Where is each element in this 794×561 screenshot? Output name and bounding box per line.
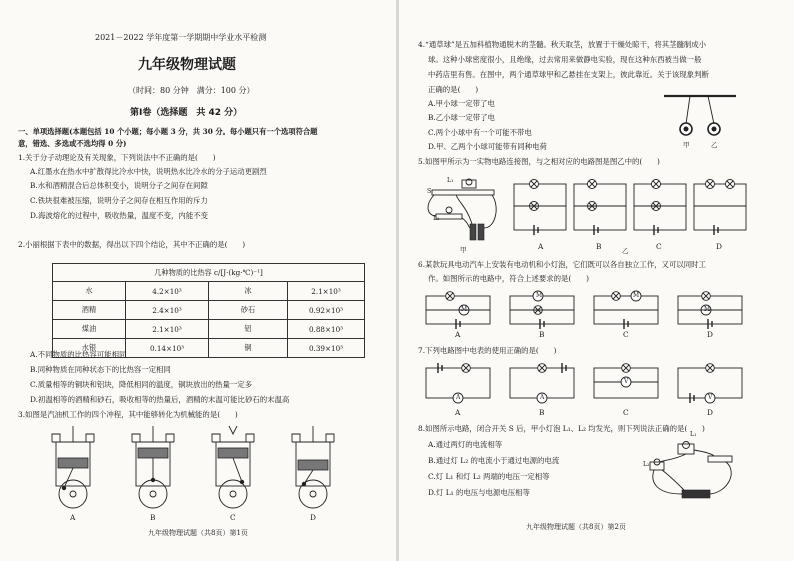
q7-meter-c: V: [624, 378, 629, 385]
pith-balls-figure: [660, 94, 740, 144]
table-title: 几种物质的比热容 c/[J·(kg·℃)⁻¹]: [53, 264, 365, 282]
q6-label-d: D: [707, 330, 713, 339]
ball-label-jia: 甲: [683, 141, 690, 149]
q5-circuit-c: [634, 180, 686, 236]
q7-meter-a: A: [456, 394, 461, 401]
q7-circuits: [424, 362, 744, 406]
q8-option-b: B.通过灯 L₂ 的电流小于通过电源的电流: [428, 456, 560, 465]
q3-label-b: B: [150, 513, 156, 522]
q4-option-c: C.两个小球中有一个可能不带电: [428, 128, 532, 137]
q8-l1-label: L₁: [690, 431, 697, 438]
specific-heat-table: [52, 263, 365, 358]
page-2: [400, 0, 794, 561]
engine-stroke-b: [132, 426, 174, 508]
exam-title: 九年级物理试题: [138, 57, 236, 73]
q5-schematics: [512, 178, 752, 238]
q6-label-b: B: [539, 330, 545, 339]
table-row: 水 4.2×10³ 冰 2.1×10³: [53, 282, 365, 301]
physical-circuit-figure: [426, 176, 504, 246]
engine-stroke-c: [212, 426, 254, 508]
q5-label-c: C: [656, 242, 662, 251]
q3-label-a: A: [70, 513, 76, 522]
q2-stem: 2.小丽根据下表中的数据，得出以下四个结论，其中不正确的是( ): [18, 240, 246, 249]
q7-label-c: C: [623, 408, 629, 417]
q2-option-b: B.同种物质在同种状态下的比热容一定相同: [30, 365, 171, 374]
q4-option-a: A.甲小球一定带了电: [428, 99, 495, 108]
fig-yi-label: 乙: [622, 247, 629, 255]
q5-label-d: D: [716, 242, 722, 251]
q6-label-c: C: [623, 330, 629, 339]
q6-motor-c: M: [633, 292, 640, 299]
q5-stem: 5.如图甲所示为一实物电路连接图，与之相对应的电路图是图乙中的( ): [418, 157, 660, 166]
q6-motor-d: M: [704, 306, 711, 313]
q7-label-b: B: [539, 408, 545, 417]
q1-option-a: A.红墨水在热水中扩散得比冷水中快，说明热水比冷水的分子运动更剧烈: [30, 167, 267, 176]
q7-label-a: A: [455, 408, 461, 417]
q5-circuit-a: [514, 180, 566, 236]
section-title: 第Ⅰ卷（选择题 共 42 分）: [130, 108, 243, 118]
q8-physical-circuit: [644, 436, 748, 506]
q6-circuits: [424, 292, 744, 330]
time-info: （时间：80 分钟 满分：100 分）: [128, 86, 255, 95]
q1-option-d: D.海波熔化的过程中，吸收热量，温度不变，内能不变: [30, 211, 208, 220]
q7-label-d: D: [707, 408, 713, 417]
q6-stem-1: 6.某款玩具电动汽车上安装有电动机和小灯泡，它们既可以各自独立工作，又可以同时工: [418, 260, 706, 269]
page-1: [0, 0, 395, 561]
q1-option-c: C.铁块很难被压缩，说明分子之间存在相互作用的斥力: [30, 196, 208, 205]
q6-label-a: A: [455, 330, 461, 339]
physical-l1-label: L₁: [447, 177, 454, 184]
table-row: 酒精 2.4×10³ 砂石 0.92×10³: [53, 301, 365, 320]
q2-option-d: D.初温相等的酒精和砂石，吸收相等的热量后，酒精的末温可能比砂石的末温高: [30, 395, 290, 404]
q8-option-a: A.通过两灯的电流相等: [428, 440, 503, 449]
physical-switch-label: S: [427, 187, 432, 195]
q1-option-b: B.水和酒精混合后总体积变小，说明分子之间存在间隙: [30, 181, 208, 190]
table-row: 煤油 2.1×10³ 铝 0.88×10³: [53, 320, 365, 339]
q8-stem: 8.如图所示电路，闭合开关 S 后，甲小灯泡 L₁、L₂ 均发光，则下列说法正确的是( ): [418, 424, 705, 433]
engine-stroke-a: [52, 426, 94, 508]
q5-circuit-d: [694, 180, 746, 236]
q3-stem: 3.如图是汽油机工作的四个冲程，其中能够转化为机械能的是( ): [18, 410, 238, 419]
q3-label-d: D: [310, 513, 316, 522]
q4-line-1: 4.“通草球”是五加科植物通脱木的茎髓。秋天取茎，放置于干燥处晾干，将其茎髓制成小: [418, 40, 707, 49]
engine-strokes-figure: [0, 424, 395, 524]
instruction-line-2: 意，错选、多选或不选均得 0 分): [18, 139, 127, 148]
q4-option-d: D.甲、乙两个小球可能带有同种电荷: [428, 142, 547, 151]
q8-option-c: C.灯 L₁ 和灯 L₂ 两端的电压一定相等: [428, 472, 550, 481]
q7-meter-b: A: [540, 394, 545, 401]
table-row: 水银 0.14×10³ 铜 0.39×10³: [53, 339, 365, 358]
q3-label-c: C: [230, 513, 236, 522]
q5-label-b: B: [596, 242, 602, 251]
q4-line-3: 中药店里有售。在图中，两个通草球甲和乙悬挂在支架上，彼此靠近。关于该现象判断: [428, 70, 709, 79]
q4-line-2: 球。这种小球密度很小，且绝缘，过去常用来做静电实验，现在这种东西被当做一般: [428, 55, 702, 64]
q8-l2-label: L₂: [643, 461, 650, 468]
q6-circuit-a: [426, 292, 490, 329]
page-1-footer: 九年级物理试题（共8页）第1页: [148, 529, 248, 537]
q7-stem: 7.下列电路图中电表的使用正确的是( ): [418, 346, 557, 355]
q4-line-4: 正确的是( ): [428, 85, 479, 94]
q5-circuit-b: [574, 180, 626, 236]
q2-option-c: C.质量相等的铜块和铝块，降低相同的温度，铜块放出的热量一定多: [30, 380, 253, 389]
q6-circuit-c: [594, 291, 658, 329]
ball-label-yi: 乙: [711, 141, 718, 149]
q8-option-d: D.灯 L₁ 的电压与电源电压相等: [428, 488, 530, 497]
q4-option-b: B.乙小球一定带了电: [428, 113, 495, 122]
q2-option-a: A.不同物质的比热容可能相同: [30, 350, 127, 359]
q6-stem-2: 作。如图所示的电路中，符合上述要求的是( ): [428, 274, 589, 283]
q6-motor-b: M: [536, 292, 543, 299]
q7-meter-d: V: [708, 394, 713, 401]
q6-motor-a: M: [461, 306, 468, 313]
engine-stroke-d: [292, 426, 334, 508]
q1-stem: 1.关于分子动理论及有关现象，下列说法中不正确的是( ): [18, 153, 216, 162]
page-2-footer: 九年级物理试题（共8页）第2页: [526, 523, 626, 531]
physical-l2-label: L₂: [433, 215, 440, 222]
page-fold: [396, 0, 399, 561]
q5-label-a: A: [538, 242, 544, 251]
fig-jia-label: 甲: [460, 246, 467, 254]
year-title: 2021－2022 学年度第一学期期中学业水平检测: [95, 33, 267, 42]
instruction-line-1: 一、单项选择题(本题包括 10 个小题；每小题 3 分，共 30 分。每小题只有一个选项符合题: [18, 127, 318, 136]
